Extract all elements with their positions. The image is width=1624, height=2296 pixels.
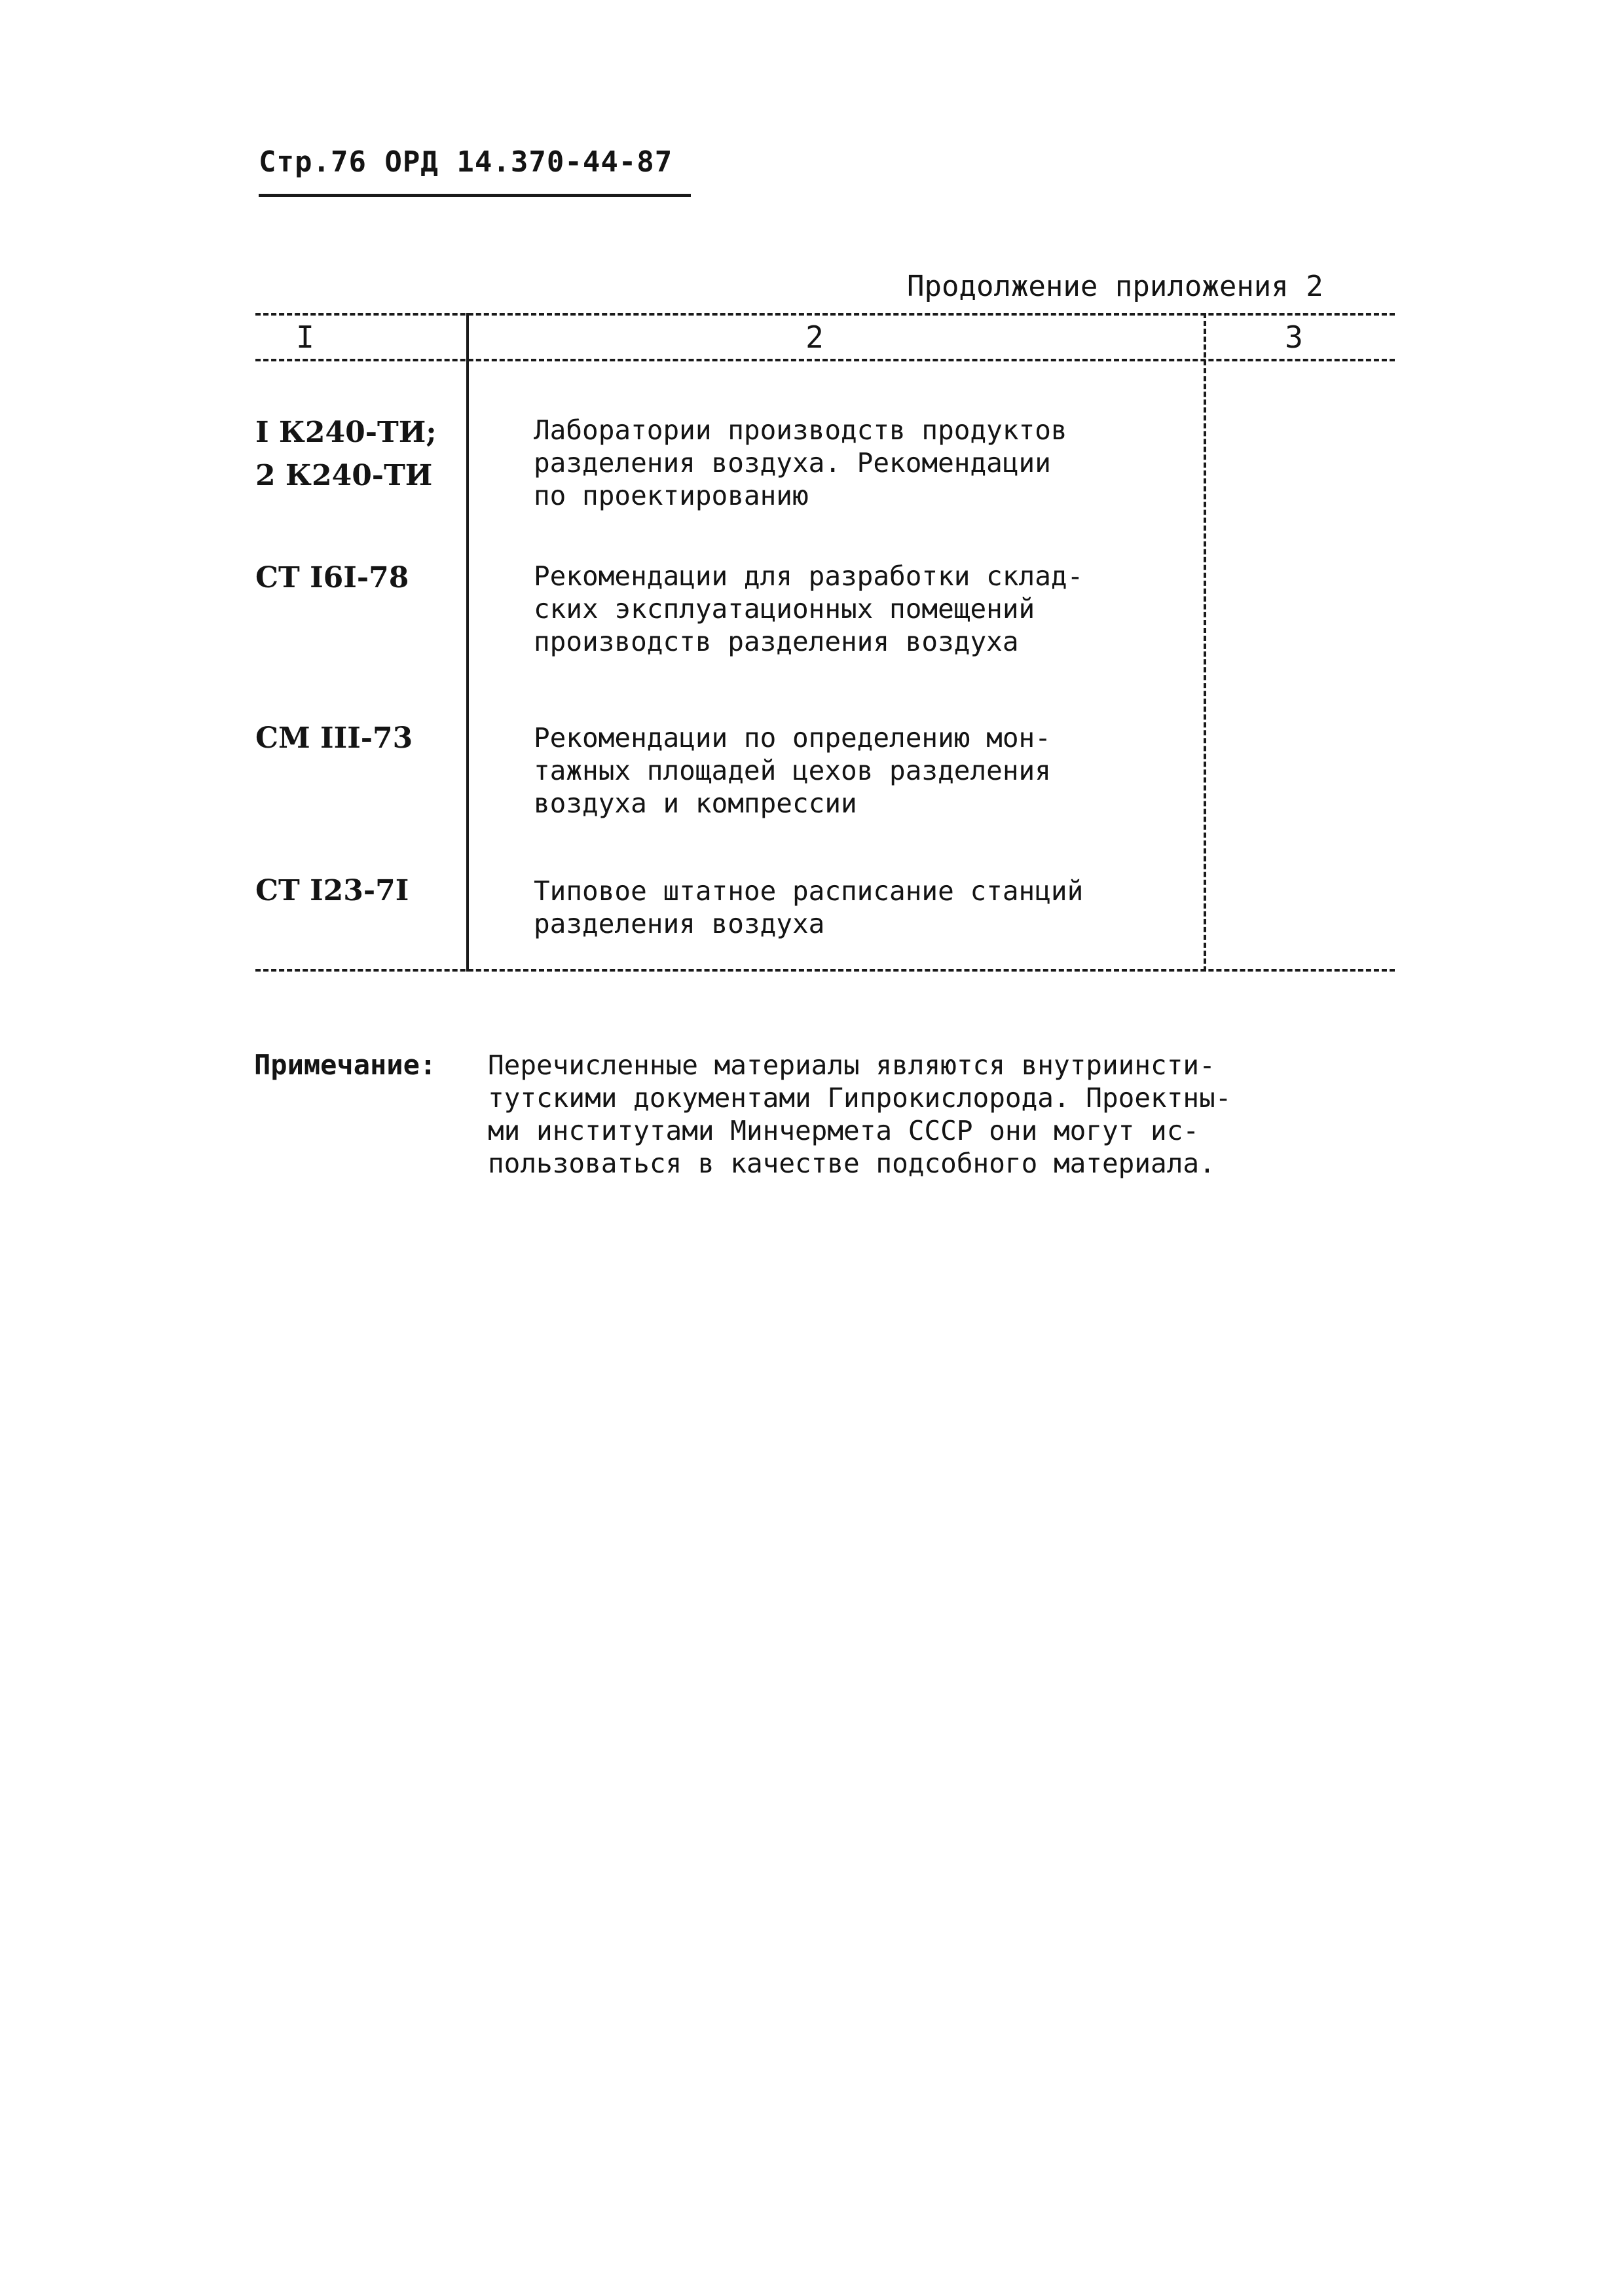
note-line-2: тутскими документами Гипрокислорода. Проектны-	[488, 1082, 1232, 1114]
row-2-description-line-3: производств разделения воздуха	[534, 626, 1019, 657]
column-header-1: I	[274, 319, 337, 355]
note-text	[488, 1049, 1339, 1180]
row-1-description-line-1: Лаборатории производств продуктов	[534, 414, 1067, 446]
row-4-code	[255, 869, 409, 913]
column-header-2: 2	[783, 319, 846, 355]
row-1-code-line-2: 2 К240-ТИ	[255, 459, 433, 492]
row-2-code-line-1: СТ I6I-78	[255, 561, 409, 594]
row-3-description	[534, 721, 1182, 820]
row-2-code	[255, 556, 409, 600]
column-divider-2	[1204, 313, 1206, 972]
row-2-description	[534, 560, 1182, 658]
note-line-4: пользоваться в качестве подсобного материала.	[488, 1148, 1215, 1179]
row-4-description-line-2: разделения воздуха	[534, 908, 825, 939]
note-line-3: ми институтами Минчермета СССР они могут ис-	[488, 1115, 1200, 1146]
table-header-rule	[255, 359, 1395, 361]
row-1-code-line-1: I К240-ТИ;	[255, 416, 437, 449]
row-3-code-line-1: СМ III-73	[255, 721, 413, 755]
row-4-description	[534, 875, 1182, 940]
column-header-3: 3	[1263, 319, 1325, 355]
row-3-description-line-3: воздуха и компрессии	[534, 788, 857, 819]
row-3-code	[255, 717, 413, 760]
row-3-description-line-1: Рекомендации по определению мон-	[534, 722, 1051, 754]
row-4-code-line-1: СТ I23-7I	[255, 874, 409, 907]
note-line-1: Перечисленные материалы являются внутриинсти-	[488, 1049, 1215, 1081]
row-3-description-line-2: тажных площадей цехов разделения	[534, 755, 1051, 786]
row-1-description-line-2: разделения воздуха. Рекомендации	[534, 447, 1051, 479]
table-bottom-rule	[255, 969, 1395, 972]
note-label: Примечание:	[254, 1049, 437, 1081]
continuation-label: Продолжение приложения 2	[907, 270, 1323, 303]
row-1-description-line-3: по проектированию	[534, 480, 809, 511]
header-underline	[259, 194, 691, 197]
row-2-description-line-2: ских эксплуатационных помещений	[534, 593, 1035, 625]
column-divider-1	[466, 313, 469, 972]
row-1-code	[255, 411, 437, 498]
row-4-description-line-1: Типовое штатное расписание станций	[534, 875, 1084, 907]
page-header: Стр.76 ОРД 14.370-44-87	[259, 145, 673, 179]
row-2-description-line-1: Рекомендации для разработки склад-	[534, 560, 1084, 592]
table-top-rule	[255, 313, 1395, 316]
row-1-description	[534, 414, 1182, 512]
